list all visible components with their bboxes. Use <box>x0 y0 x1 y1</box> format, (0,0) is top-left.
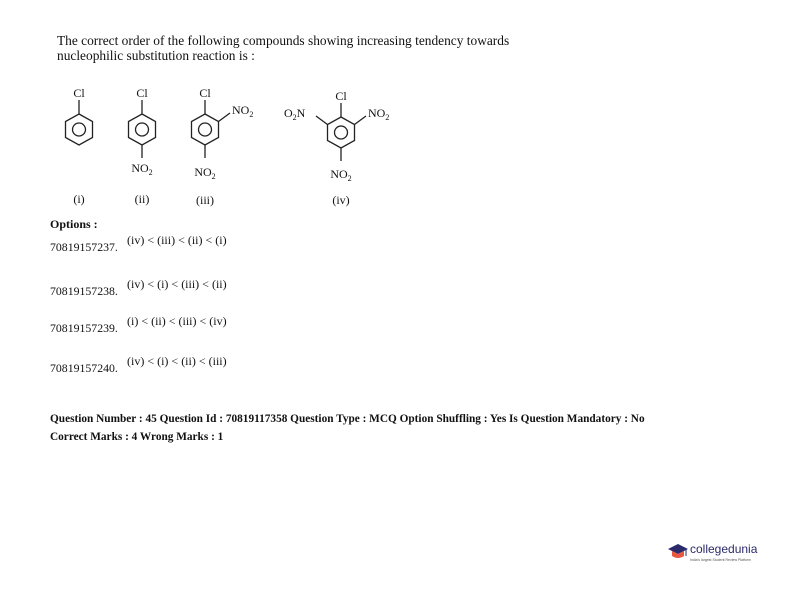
structure-label-ii: (ii) <box>134 192 150 206</box>
structure-iii-ring <box>192 100 231 158</box>
structure-i-cl: Cl <box>73 86 85 100</box>
structure-i-ring <box>66 100 93 145</box>
question-meta-line-1: Question Number : 45 Question Id : 70819117358 Question Type : MCQ Option Shuffling : Yes Is Question Mandatory : No <box>50 413 645 425</box>
option-3-text[interactable]: (i) < (ii) < (iii) < (iv) <box>127 314 227 328</box>
option-2-id: 70819157238. <box>50 284 118 298</box>
structure-label-iii: (iii) <box>196 193 214 207</box>
option-4-id: 70819157240. <box>50 361 118 375</box>
question-line-1: The correct order of the following compounds showing increasing tendency towards <box>57 33 510 48</box>
structure-iv-no2-bottom: $NO_2$ <box>330 167 352 183</box>
structure-label-iv: (iv) <box>332 193 350 207</box>
structure-label-i: (i) <box>73 192 85 206</box>
options-heading: Options : <box>50 217 98 231</box>
graduation-cap-icon <box>668 540 688 564</box>
structure-ii-no2: $NO_2$ <box>131 161 153 177</box>
structure-iii-no2-bottom: $NO_2$ <box>194 165 216 181</box>
option-3-id: 70819157239. <box>50 321 118 335</box>
option-1-text[interactable]: (iv) < (iii) < (ii) < (i) <box>127 233 227 247</box>
structure-iv-no2-right: $NO_2$ <box>368 106 390 122</box>
structure-iii-cl: Cl <box>199 86 211 100</box>
structure-ii-ring <box>129 100 156 158</box>
structure-iii-no2-right: $NO_2$ <box>232 103 254 119</box>
option-1-id: 70819157237. <box>50 240 118 254</box>
question-line-2: nucleophilic substitution reaction is : <box>57 47 255 63</box>
structure-iv-cl: Cl <box>335 89 347 103</box>
option-2-text[interactable]: (iv) < (i) < (iii) < (ii) <box>127 277 227 291</box>
chemical-structures <box>0 0 792 240</box>
option-4-text[interactable]: (iv) < (i) < (ii) < (iii) <box>127 354 227 368</box>
question-meta-line-2: Correct Marks : 4 Wrong Marks : 1 <box>50 431 224 443</box>
logo-tagline: India's largest Student Review Platform <box>690 558 751 562</box>
logo-name: collegedunia <box>690 542 758 556</box>
structure-iv-ring <box>316 103 366 161</box>
structure-ii-cl: Cl <box>136 86 148 100</box>
structure-iv-o2n-left: $O_2N$ <box>284 106 306 122</box>
